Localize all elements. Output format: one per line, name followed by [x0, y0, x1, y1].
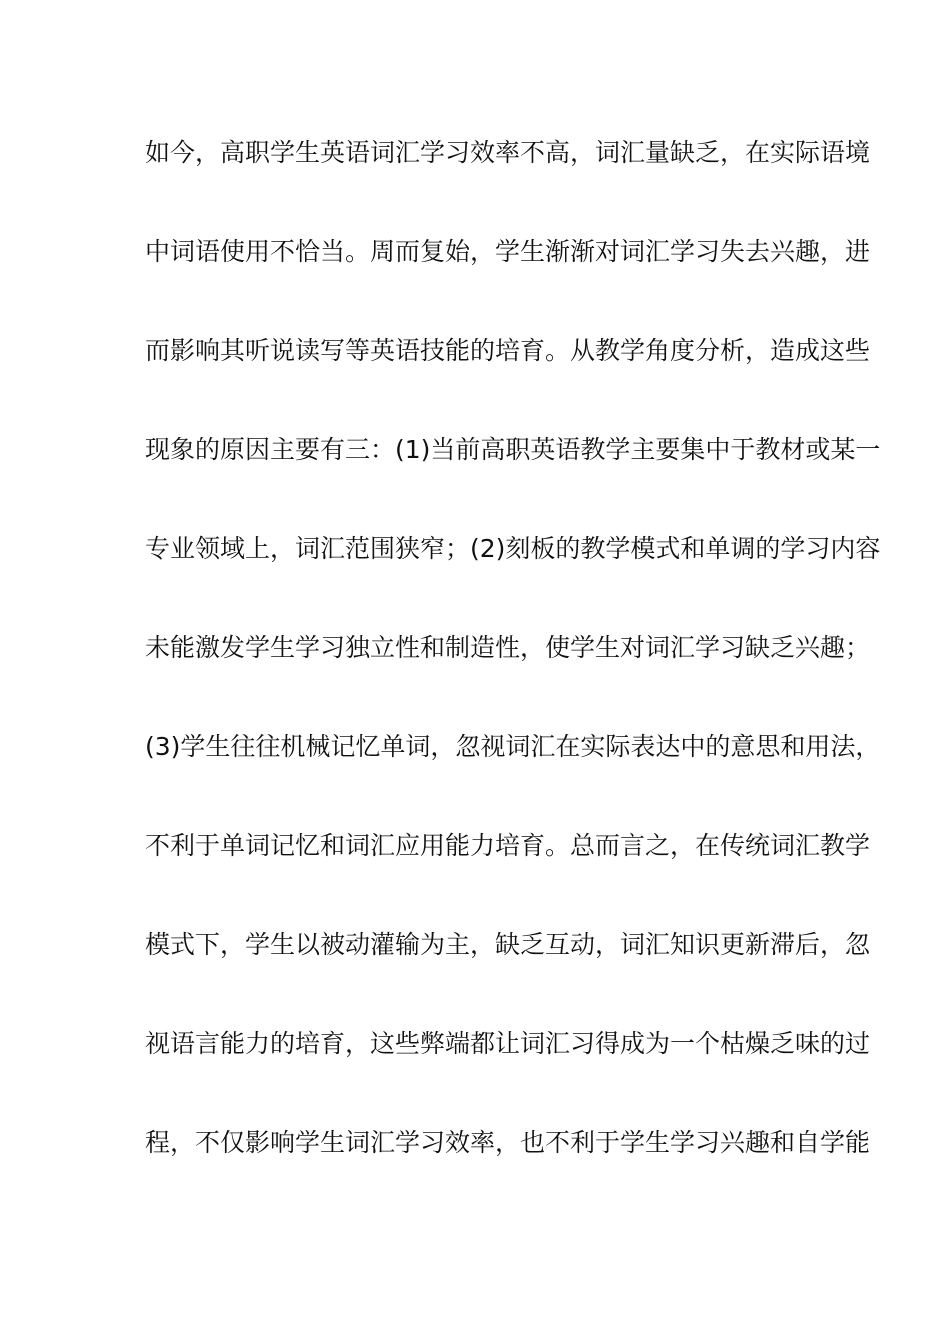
- body-paragraph: [145, 130, 881, 1219]
- text-line: 模式下，学生以被动灌输为主，缺乏互动，词汇知识更新滞后，忽: [145, 930, 871, 959]
- text-line: 未能激发学生学习独立性和制造性，使学生对词汇学习缺乏兴趣；: [145, 633, 871, 662]
- text-line: 现象的原因主要有三：(1)当前高职英语教学主要集中于教材或某一: [145, 435, 881, 464]
- text-line: 如今，高职学生英语词汇学习效率不高，词汇量缺乏，在实际语境: [145, 138, 871, 167]
- text-line: 中词语使用不恰当。周而复始，学生渐渐对词汇学习失去兴趣，进: [145, 237, 871, 266]
- text-line: 不利于单词记忆和词汇应用能力培育。总而言之，在传统词汇教学: [145, 831, 871, 860]
- text-line: 程，不仅影响学生词汇学习效率，也不利于学生学习兴趣和自学能: [145, 1128, 871, 1157]
- text-line: 专业领域上，词汇范围狭窄；(2)刻板的教学模式和单调的学习内容: [145, 534, 881, 563]
- text-line: (3)学生往往机械记忆单词，忽视词汇在实际表达中的意思和用法，: [145, 732, 881, 761]
- text-line: 视语言能力的培育，这些弊端都让词汇习得成为一个枯燥乏味的过: [145, 1029, 871, 1058]
- text-line: 而影响其听说读写等英语技能的培育。从教学角度分析，造成这些: [145, 336, 871, 365]
